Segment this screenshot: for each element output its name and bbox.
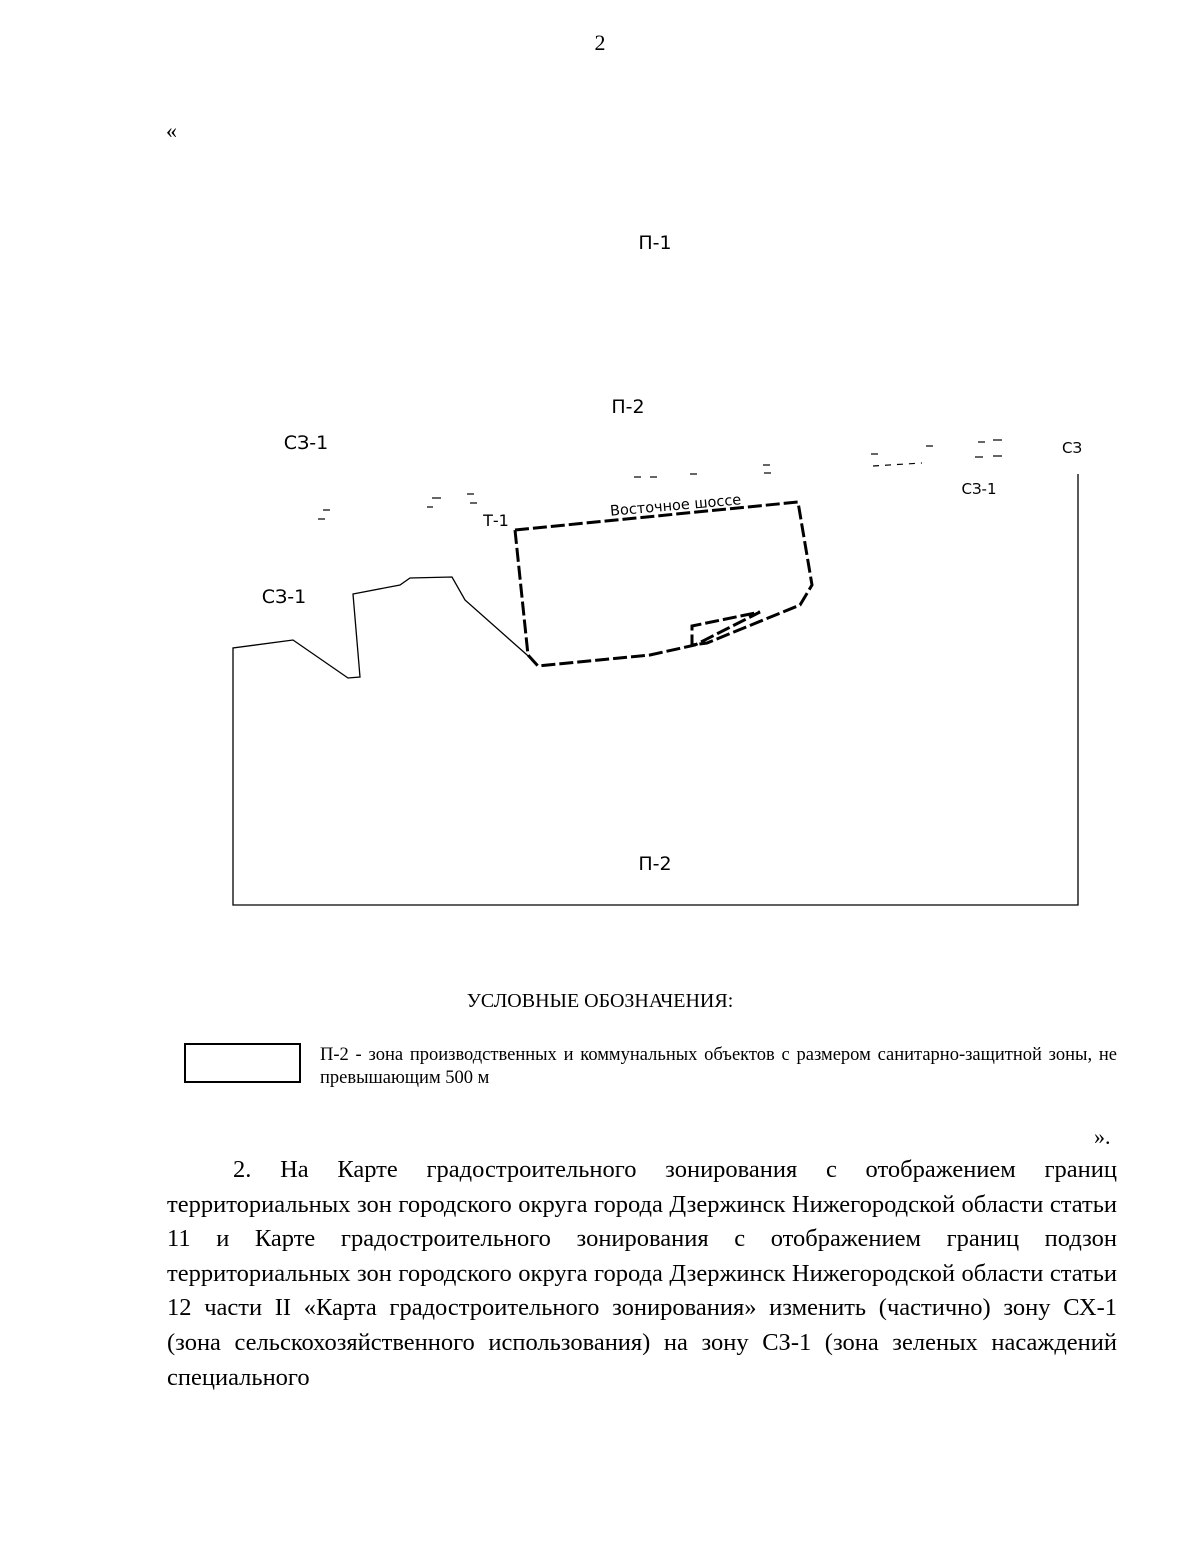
zone-label-p2-bottom: П-2	[638, 853, 672, 875]
zone-label-sz1-left-top: СЗ-1	[283, 432, 329, 454]
zone-label-sz1-left-mid: СЗ-1	[261, 586, 307, 608]
zone-boundary-outline	[233, 474, 1078, 905]
zone-label-sz1-right: СЗ-1	[961, 480, 997, 498]
parcel-boundary	[515, 502, 812, 666]
legend-swatch-p2	[184, 1043, 301, 1083]
opening-quote: «	[166, 118, 177, 143]
body-paragraph: 2. На Карте градостроительного зонирования с отображением границ территориальных зон городского округа города Дзержинск Нижегородской области статьи 11 и Карте градостроительного зонирования с отображением границ подзон территориальных зон городского округа города Дзержинск Нижегородской области статьи 12 части II «Карта градостроительного зонирования» изменить (частично) зону СХ-1 (зона сельскохозяйственного использования) на зону СЗ-1 (зона зеленых насаждений специального	[167, 1156, 1117, 1391]
page-number: 2	[594, 30, 606, 55]
zone-label-t1: Т-1	[483, 511, 509, 530]
closing-quote: ».	[1094, 1124, 1111, 1149]
road-label: Восточное шоссе	[609, 492, 742, 520]
zone-label-p2-top: П-2	[611, 396, 645, 418]
zone-label-sz-right-cut: СЗ	[1062, 439, 1083, 457]
zone-label-p1: П-1	[638, 232, 672, 254]
legend-heading: УСЛОВНЫЕ ОБОЗНАЧЕНИЯ:	[466, 990, 734, 1012]
legend-item-p2: П-2 - зона производственных и коммунальных объектов с размером санитарно-защитной зоны, не превышающим 500 м	[320, 1045, 1117, 1088]
